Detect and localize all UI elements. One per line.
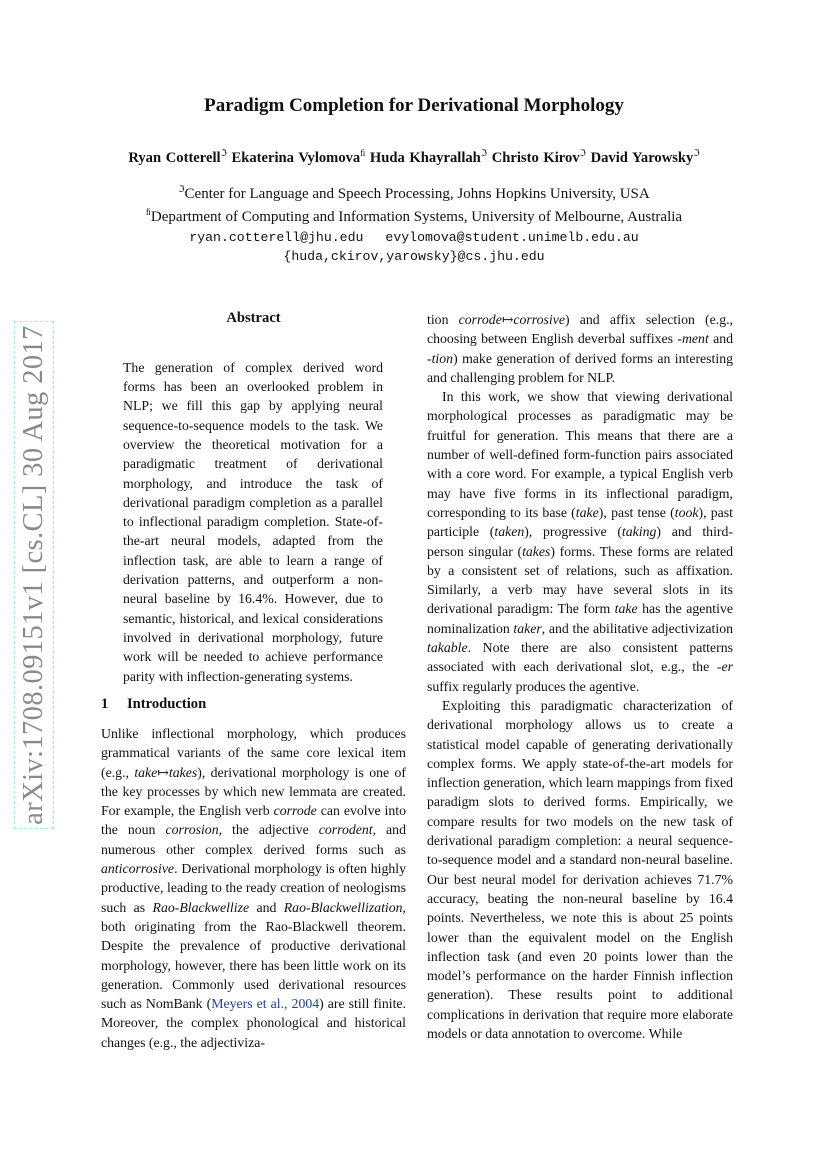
abstract-text [123, 344, 383, 700]
text-run: , and the abilitative adjectivization [541, 620, 733, 636]
emph-run: taken [494, 524, 525, 540]
affiliation-text: Center for Language and Speech Processing, Johns Hopkins University, USA [184, 186, 650, 202]
emph-run: take [614, 601, 638, 617]
emph-run: took [674, 504, 699, 520]
text-run: has the agentive nominalization [427, 601, 733, 636]
author-mark: ℑ [693, 148, 700, 158]
affiliation-text: Department of Computing and Information Systems, University of Melbourne, Australia [150, 209, 683, 225]
author-name: Christo Kirov [491, 150, 580, 166]
author-mark: ℑ [579, 148, 586, 158]
author-name: David Yarowsky [590, 150, 694, 166]
right-column [427, 310, 733, 1043]
emph-run: -er [716, 659, 733, 675]
text-run: ) make generation of derived forms an interesting and challenging problem for NLP. [427, 350, 733, 385]
email-line [0, 249, 828, 264]
author-name: Huda Khayrallah [369, 150, 481, 166]
text-run: ), progressive ( [524, 524, 622, 540]
paper-title: Paradigm Completion for Derivational Morphology [204, 95, 624, 116]
text-run: ), past participle ( [427, 504, 734, 540]
paragraph: Exploiting this paradigmatic characterization of derivational morphology allows us to create a statistical model capable of generating derivationally complex forms. We apply state-of-the-art models for inflection generation, which learn mappings from fixed paradigm slots to derived forms. Empirically, we compare results for two models on the new task of derivational paradigm completion: a neural sequence-to-sequence model and a standard non-neural baseline. Our best neural model for derivation achieves 71.7% accuracy, beating the non-neural baseline by 16.4 points. Nevertheless, we note this is about 25 points lower than the equivalent model on the English inflection task (and even 20 points lower than the model’s performance on the harder Finnish inflection generation). These results point to additional complications in derivation that require more elaborate models or data annotation to overcome. While [427, 697, 733, 1041]
author-mark: ℑ [480, 148, 488, 158]
text-run: suffix regularly produces the agentive. [427, 678, 640, 694]
abstract-paragraph: The generation of complex derived word forms has been an overlooked problem in NLP; we fill this gap by applying neural sequence-to-sequence models to the task. We overview the theoretical motivation for a paradigmatic treatment of derivational morphology, and introduce the task of derivational paradigm completion as a parallel to inflectional paradigm completion. State-of-the-art neural models, adapted from the inflection task, are able to learn a range of derivation patterns, and outperform a non-neural baseline by 16.4%. However, due to semantic, historical, and lexical considerations involved in derivational morphology, future work will be needed to achieve performance parity with inflection-generating systems. [123, 359, 383, 684]
intro-paragraph [101, 724, 406, 1052]
text-run: . Derivational morphology is often highly productive, leading to the ready creation of neologisms such as [101, 861, 406, 915]
emph-run: take↦takes [134, 764, 198, 780]
affiliation [0, 184, 828, 203]
text-run: ), past tense ( [598, 504, 675, 520]
paragraph [427, 387, 733, 696]
intro-left-column [101, 724, 406, 1052]
affiliation [0, 207, 828, 226]
email-line [0, 230, 828, 245]
text-run: In this work, we show that viewing derivational morphological processes as paradigmatic may be fruitful for generation. This means that there are a number of well-defined form-function pairs associated with a core word. For example, a typical English verb may have five forms in its inflectional paradigm, corresponding to its base ( [427, 389, 733, 520]
emph-run: -ment [677, 331, 709, 347]
author-mark: ℑ [220, 148, 227, 158]
arxiv-identifier: arXiv:1708.09151v1 [cs.CL] 30 Aug 2017 [18, 325, 50, 825]
emph-run: takes [522, 543, 551, 559]
author-name: Ryan Cotterell [128, 150, 221, 166]
emph-run: Rao-Blackwellize [152, 899, 250, 915]
author-mark: ﬁ [360, 148, 366, 158]
citation-link[interactable]: Meyers et al., 2004 [211, 996, 320, 1012]
text-run: . Note there are also consistent patterns associated with each derivational slot, e.g., the [427, 640, 733, 675]
emph-run: taking [621, 524, 657, 540]
text-run: ) forms. These forms are related by a consistent set of relations, such as affixation. Similarly, a verb may have several slots in its derivational paradigm: The form [427, 543, 733, 617]
text-run: , both originating from the Rao-Blackwell theorem. Despite the prevalence of productive derivational morphology, however, there has been little work on its generation. Commonly used derivational resources such as NomBank ( [101, 899, 406, 1012]
email-address[interactable]: ryan.cotterell@jhu.edu [189, 230, 364, 245]
text-run: tion [427, 312, 459, 327]
affiliation-mark: ﬁ [145, 207, 151, 217]
abstract-heading: Abstract [226, 310, 281, 326]
text-run: and [708, 331, 733, 347]
text-run: ), derivational morphology is one of the key processes by which new lemmata are created. For example, the English verb [101, 764, 406, 819]
author-name: Ekaterina Vylomova [231, 150, 361, 166]
section-heading [101, 696, 206, 713]
email-address[interactable]: {huda,ckirov,yarowsky}@cs.jhu.edu [283, 249, 545, 264]
text-run: can evolve into the noun [101, 803, 407, 838]
text-run: ) are still finite. Moreover, the complex phonological and historical changes (e.g., the adjectiviza- [101, 996, 406, 1050]
section-number: 1 [101, 696, 109, 712]
emph-run: anticorrosive [101, 861, 175, 877]
emph-run: corrosion [165, 822, 219, 838]
emph-run: corrodent [318, 822, 373, 838]
emph-run: corrode↦corrosive [458, 312, 565, 327]
text-run: ) and third-person singular ( [427, 524, 733, 559]
section-title: Introduction [127, 696, 207, 712]
arxiv-sidebar [14, 320, 54, 830]
text-run: Unlike inflectional morphology, which produces grammatical variants of the same core lexical item (e.g., [101, 726, 406, 780]
affiliation-mark: ℑ [178, 184, 185, 194]
email-address[interactable]: evylomova@student.unimelb.edu.au [385, 230, 639, 245]
emph-run: takable [427, 640, 468, 656]
author-list [0, 148, 828, 167]
paragraph [427, 310, 733, 387]
emph-run: taker [513, 620, 542, 636]
text-run: , and numerous other complex derived forms such as [101, 822, 406, 857]
text-run: and [249, 899, 284, 915]
emph-run: -tion [427, 350, 454, 366]
emph-run: take [575, 504, 599, 520]
emph-run: corrode [273, 803, 317, 819]
emph-run: Rao-Blackwellization [283, 899, 403, 915]
text-run: ) and affix selection (e.g., choosing between English deverbal suffixes [427, 312, 734, 347]
text-run: , the adjective [218, 822, 319, 838]
